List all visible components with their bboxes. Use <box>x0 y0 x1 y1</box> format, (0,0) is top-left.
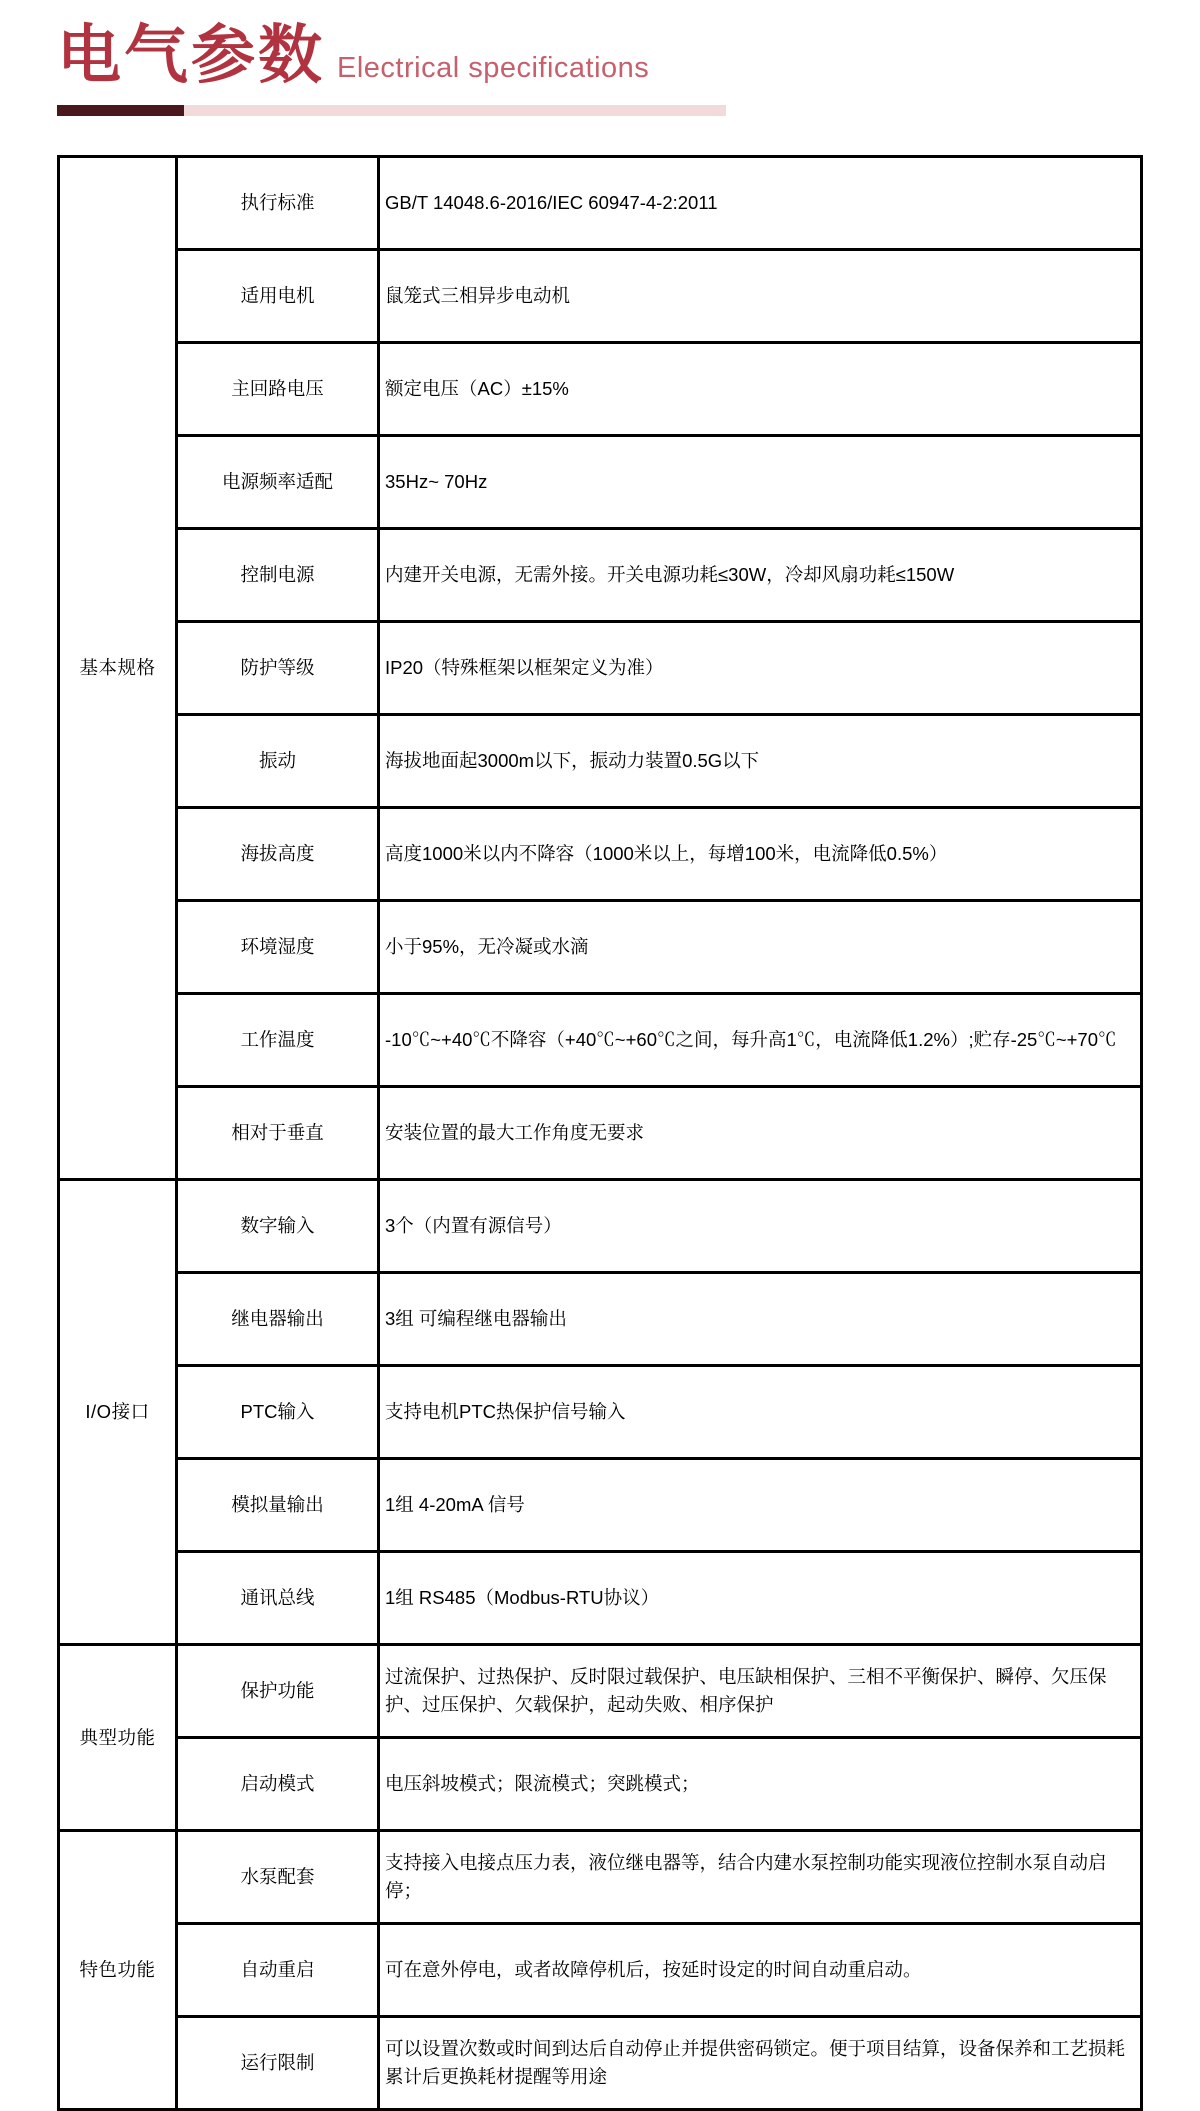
spec-value: 过流保护、过热保护、反时限过载保护、电压缺相保护、三相不平衡保护、瞬停、欠压保护、过压保护、欠载保护，起动失败、相序保护 <box>379 1645 1142 1738</box>
spec-label: 启动模式 <box>177 1738 379 1831</box>
table-row <box>59 1087 1142 1180</box>
spec-value: 额定电压（AC）±15% <box>379 343 1142 436</box>
table-row <box>59 1459 1142 1552</box>
spec-value: 安装位置的最大工作角度无要求 <box>379 1087 1142 1180</box>
table-row <box>59 808 1142 901</box>
spec-value: 支持电机PTC热保护信号输入 <box>379 1366 1142 1459</box>
spec-table-body <box>59 157 1142 2110</box>
spec-label: 相对于垂直 <box>177 1087 379 1180</box>
spec-value: 小于95%，无冷凝或水滴 <box>379 901 1142 994</box>
spec-label: 模拟量输出 <box>177 1459 379 1552</box>
spec-label: PTC输入 <box>177 1366 379 1459</box>
spec-label: 通讯总线 <box>177 1552 379 1645</box>
table-row <box>59 1273 1142 1366</box>
spec-label: 环境湿度 <box>177 901 379 994</box>
group-cell-2: 典型功能 <box>59 1645 177 1831</box>
table-row <box>59 157 1142 250</box>
table-row <box>59 1645 1142 1738</box>
spec-value: 35Hz~ 70Hz <box>379 436 1142 529</box>
table-row <box>59 1831 1142 1924</box>
spec-value: 3个（内置有源信号） <box>379 1180 1142 1273</box>
spec-label: 电源频率适配 <box>177 436 379 529</box>
spec-value: GB/T 14048.6-2016/IEC 60947-4-2:2011 <box>379 157 1142 250</box>
table-row <box>59 901 1142 994</box>
spec-value: 3组 可编程继电器输出 <box>379 1273 1142 1366</box>
spec-label: 运行限制 <box>177 2017 379 2110</box>
spec-value: 高度1000米以内不降容（1000米以上，每增100米，电流降低0.5%） <box>379 808 1142 901</box>
spec-label: 适用电机 <box>177 250 379 343</box>
group-cell-3: 特色功能 <box>59 1831 177 2110</box>
table-row <box>59 1738 1142 1831</box>
page-title-english: Electrical specifications <box>337 52 650 84</box>
table-row <box>59 436 1142 529</box>
spec-value: 内建开关电源，无需外接。开关电源功耗≤30W，冷却风扇功耗≤150W <box>379 529 1142 622</box>
spec-label: 防护等级 <box>177 622 379 715</box>
table-row <box>59 250 1142 343</box>
spec-label: 海拔高度 <box>177 808 379 901</box>
spec-value: 电压斜坡模式；限流模式；突跳模式； <box>379 1738 1142 1831</box>
spec-label: 工作温度 <box>177 994 379 1087</box>
spec-label: 主回路电压 <box>177 343 379 436</box>
title-underline <box>57 105 726 116</box>
title-underline-light-segment <box>184 105 726 116</box>
page-title <box>57 14 1142 97</box>
spec-value: 1组 4-20mA 信号 <box>379 1459 1142 1552</box>
spec-value: IP20（特殊框架以框架定义为准） <box>379 622 1142 715</box>
spec-label: 执行标准 <box>177 157 379 250</box>
spec-table <box>57 155 1143 2111</box>
spec-label: 振动 <box>177 715 379 808</box>
spec-label: 自动重启 <box>177 1924 379 2017</box>
spec-value: 支持接入电接点压力表，液位继电器等，结合内建水泵控制功能实现液位控制水泵自动启停； <box>379 1831 1142 1924</box>
page-title-chinese: 电气参数 <box>57 19 325 91</box>
spec-value: 可在意外停电，或者故障停机后，按延时设定的时间自动重启动。 <box>379 1924 1142 2017</box>
table-row <box>59 529 1142 622</box>
table-row <box>59 1180 1142 1273</box>
spec-value: 可以设置次数或时间到达后自动停止并提供密码锁定。便于项目结算，设备保养和工艺损耗累计后更换耗材提醒等用途 <box>379 2017 1142 2110</box>
spec-value: 鼠笼式三相异步电动机 <box>379 250 1142 343</box>
group-cell-1: I/O接口 <box>59 1180 177 1645</box>
spec-value: -10℃~+40℃不降容（+40℃~+60℃之间，每升高1℃，电流降低1.2%）;贮存-25℃~+70℃ <box>379 994 1142 1087</box>
spec-value: 1组 RS485（Modbus-RTU协议） <box>379 1552 1142 1645</box>
table-row <box>59 1366 1142 1459</box>
table-row <box>59 1924 1142 2017</box>
spec-value: 海拔地面起3000m以下，振动力装置0.5G以下 <box>379 715 1142 808</box>
table-row <box>59 1552 1142 1645</box>
header <box>57 14 1142 116</box>
table-row <box>59 622 1142 715</box>
group-cell-0: 基本规格 <box>59 157 177 1180</box>
table-row <box>59 343 1142 436</box>
spec-label: 水泵配套 <box>177 1831 379 1924</box>
title-underline-dark-segment <box>57 105 184 116</box>
spec-label: 继电器输出 <box>177 1273 379 1366</box>
table-row <box>59 2017 1142 2110</box>
spec-label: 保护功能 <box>177 1645 379 1738</box>
spec-label: 数字输入 <box>177 1180 379 1273</box>
table-row <box>59 994 1142 1087</box>
spec-label: 控制电源 <box>177 529 379 622</box>
table-row <box>59 715 1142 808</box>
